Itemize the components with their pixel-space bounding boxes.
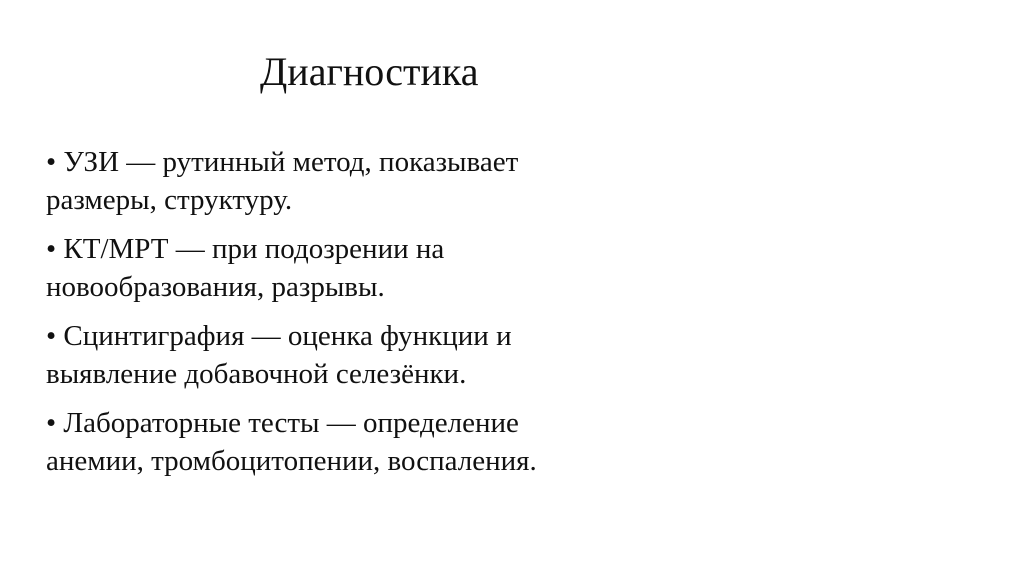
- bullet-text-line: размеры, структуру.: [46, 184, 293, 216]
- bullet-text-line: • Лабораторные тесты — определение: [46, 407, 519, 439]
- bullet-text-line: • КТ/МРТ — при подозрении на: [46, 233, 445, 265]
- bullet-text-line: выявление добавочной селезёнки.: [46, 358, 467, 390]
- bullet-item-scintigraphy: [46, 317, 666, 393]
- bullet-item-lab-tests: [46, 404, 666, 480]
- bullet-item-ct-mri: [46, 230, 666, 306]
- bullet-text-line: • УЗИ — рутинный метод, показывает: [46, 146, 519, 178]
- bullet-list: [46, 143, 666, 491]
- bullet-text-line: анемии, тромбоцитопении, воспаления.: [46, 445, 537, 477]
- bullet-item-ultrasound: [46, 143, 666, 219]
- slide-title: Диагностика: [260, 49, 479, 94]
- bullet-text-line: • Сцинтиграфия — оценка функции и: [46, 320, 512, 352]
- bullet-text-line: новообразования, разрывы.: [46, 271, 385, 303]
